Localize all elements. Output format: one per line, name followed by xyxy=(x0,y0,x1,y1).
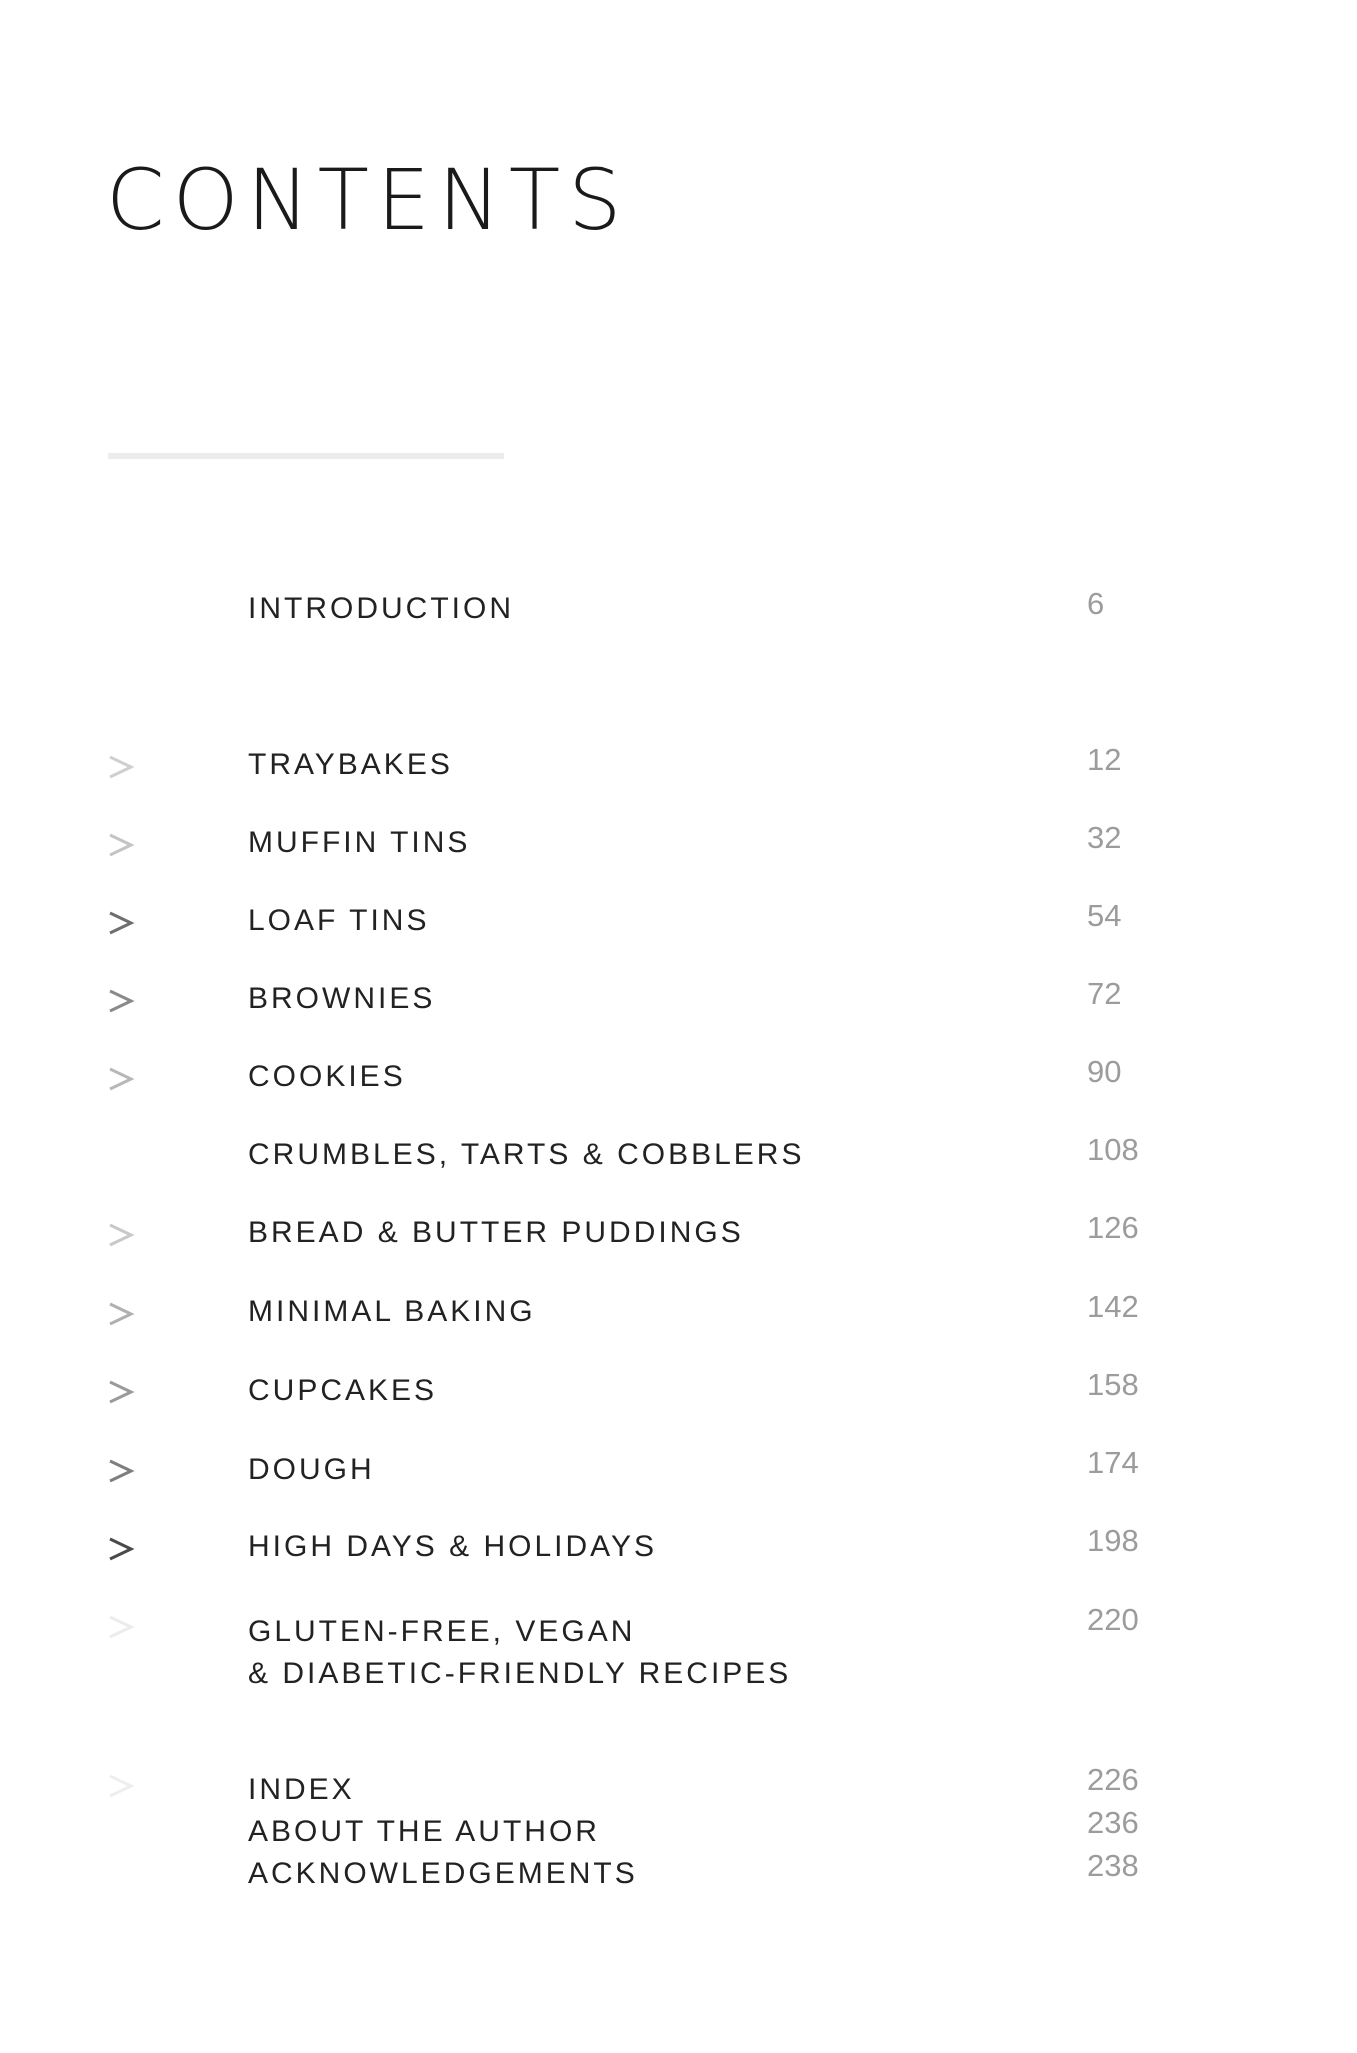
toc-entry-label[interactable]: CUPCAKES xyxy=(248,1374,438,1407)
toc-entry-label[interactable]: BROWNIES xyxy=(248,982,436,1015)
toc-entry-page: 72 xyxy=(1087,976,1122,1011)
toc-entry-page: 6 xyxy=(1087,586,1105,621)
chevron-right-icon xyxy=(106,1529,136,1569)
chevron-right-icon xyxy=(106,1766,136,1806)
toc-entry-label[interactable]: GLUTEN-FREE, VEGAN & DIABETIC-FRIENDLY RECIPES xyxy=(248,1615,792,1690)
chevron-right-icon xyxy=(106,747,136,787)
toc-entry-label[interactable]: DOUGH xyxy=(248,1453,375,1486)
toc-entry-page: 158 xyxy=(1087,1367,1139,1402)
toc-entry-label[interactable]: INDEX ABOUT THE AUTHOR ACKNOWLEDGEMENTS xyxy=(248,1773,638,1890)
toc-entry-page: 174 xyxy=(1087,1445,1139,1480)
toc-entry-label[interactable]: BREAD & BUTTER PUDDINGS xyxy=(248,1216,744,1249)
chevron-right-icon xyxy=(106,1451,136,1491)
toc-entry-page: 198 xyxy=(1087,1523,1139,1558)
toc-entry-page: 226 236 238 xyxy=(1087,1762,1139,1883)
chevron-right-icon xyxy=(106,1294,136,1334)
toc-entry-label[interactable]: LOAF TINS xyxy=(248,904,430,937)
toc-entry-label[interactable]: COOKIES xyxy=(248,1060,406,1093)
toc-entry-page: 126 xyxy=(1087,1210,1139,1245)
toc-entry-label[interactable]: INTRODUCTION xyxy=(248,592,514,625)
chevron-right-icon xyxy=(106,1607,136,1647)
toc-entry-page: 54 xyxy=(1087,898,1122,933)
toc-entry-label[interactable]: MUFFIN TINS xyxy=(248,826,471,859)
page-title: CONTENTS xyxy=(106,151,630,249)
toc-entry-label[interactable]: HIGH DAYS & HOLIDAYS xyxy=(248,1530,657,1563)
toc-entry-label[interactable]: CRUMBLES, TARTS & COBBLERS xyxy=(248,1138,805,1171)
chevron-right-icon xyxy=(106,981,136,1021)
toc-entry-page: 90 xyxy=(1087,1054,1122,1089)
chevron-right-icon xyxy=(106,903,136,943)
toc-entry-page: 108 xyxy=(1087,1132,1139,1167)
toc-entry-page: 32 xyxy=(1087,820,1122,855)
toc-entry-label[interactable]: TRAYBAKES xyxy=(248,748,453,781)
toc-entry-label[interactable]: MINIMAL BAKING xyxy=(248,1295,536,1328)
chevron-right-icon xyxy=(106,1215,136,1255)
toc-entry-page: 12 xyxy=(1087,742,1122,777)
chevron-right-icon xyxy=(106,825,136,865)
toc-entry-page: 220 xyxy=(1087,1602,1139,1637)
chevron-right-icon xyxy=(106,1372,136,1412)
toc-entry-page: 142 xyxy=(1087,1289,1139,1324)
chevron-right-icon xyxy=(106,1059,136,1099)
